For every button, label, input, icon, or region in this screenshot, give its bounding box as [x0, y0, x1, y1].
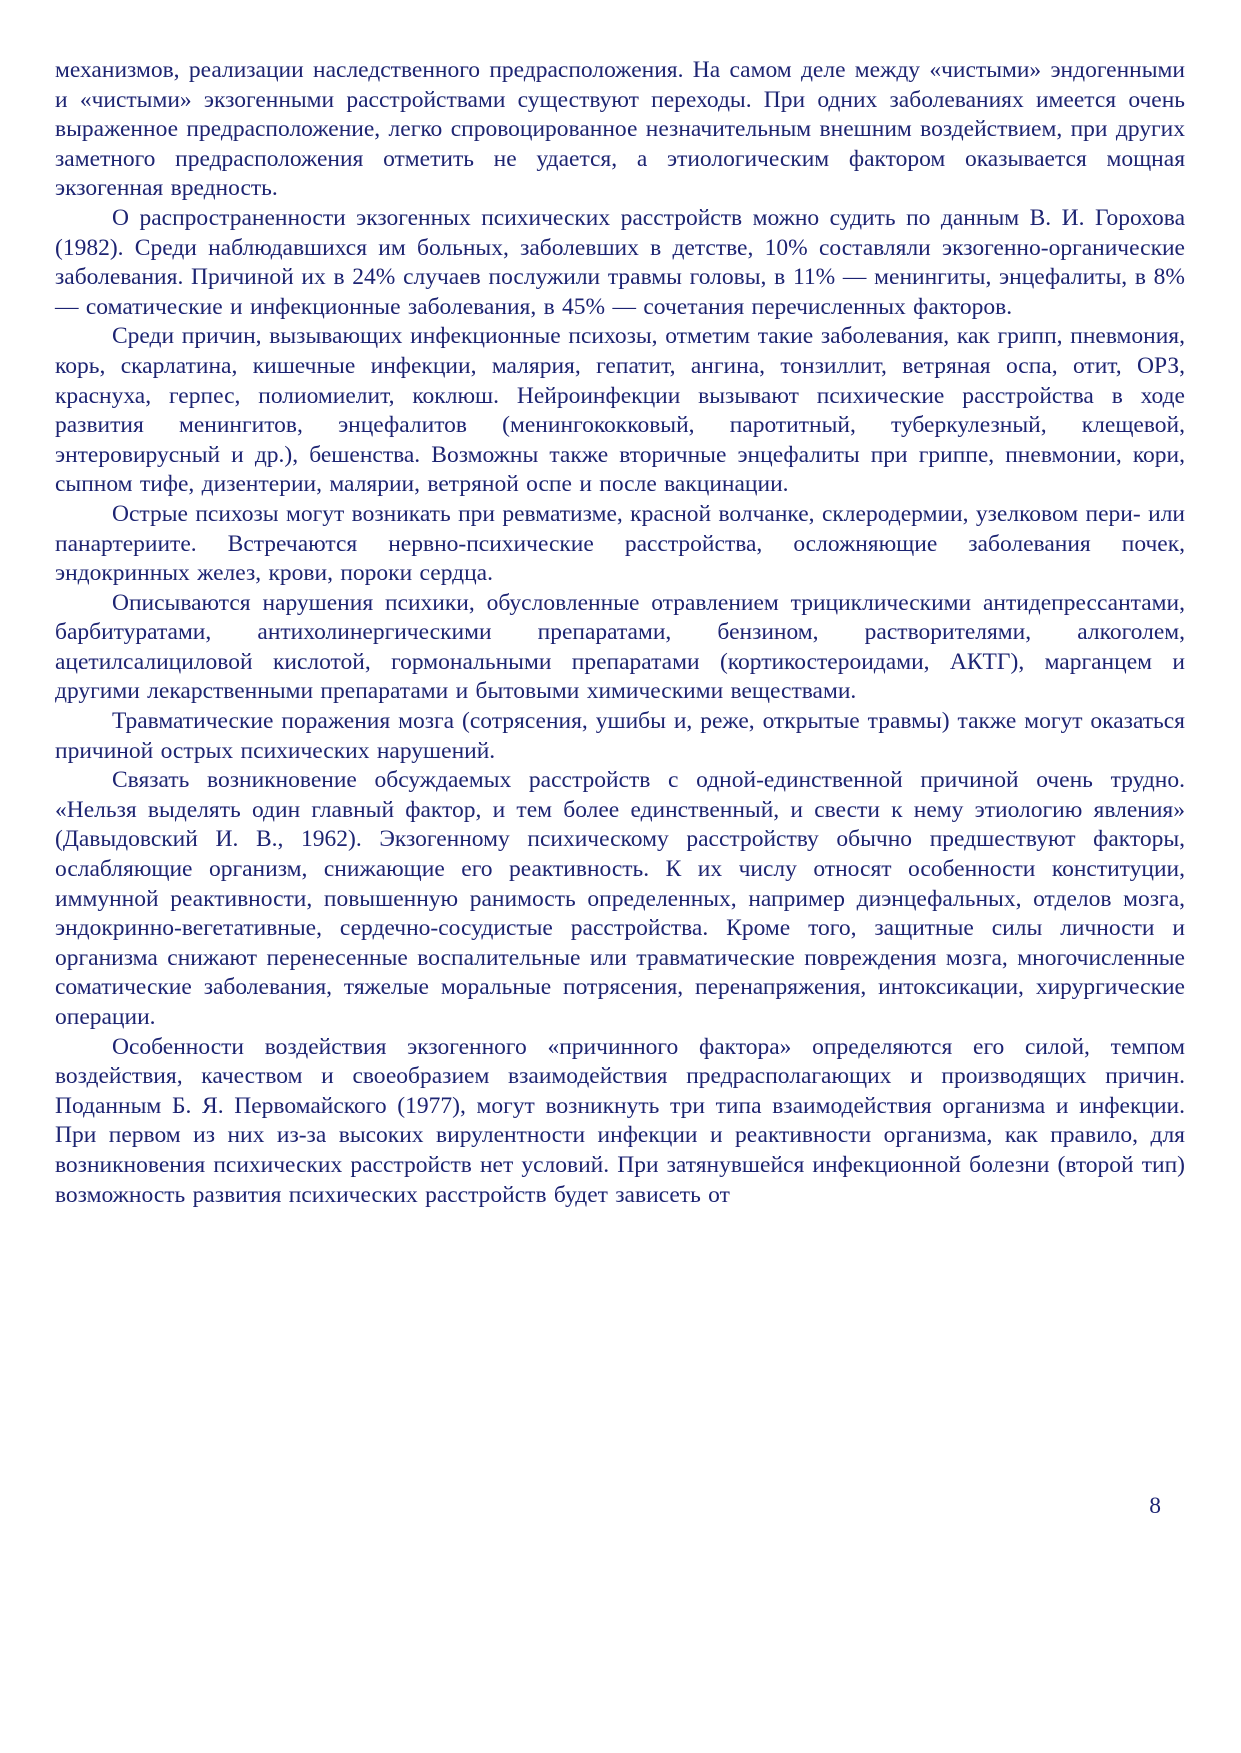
page-number: 8 [1149, 1493, 1161, 1519]
paragraph: Связать возникновение обсуждаемых расстройств с одной-единственной причиной очень трудно. «Нельзя выделять один главный фактор, и тем более единственный, и свести к нему этиологию явления» (Давыдовский И. В., 1962). Экзогенному психическому расстройству обычно предшествуют факторы, ослабляющие организм, снижающие его реактивность. К их числу относят особенности конституции, иммунной реактивности, повышенную ранимость определенных, например диэнцефальных, отделов мозга, эндокринно-вегетативные, сердечно-сосудистые расстройства. Кроме того, защитные силы личности и организма снижают перенесенные воспалительные или травматические повреждения мозга, многочисленные соматические заболевания, тяжелые моральные потрясения, перенапряжения, интоксикации, хирургические операции. [55, 767, 1185, 1030]
paragraph: Травматические поражения мозга (сотрясения, ушибы и, реже, открытые травмы) также могут оказаться причиной острых психических нарушений. [55, 708, 1185, 764]
paragraph: О распространенности экзогенных психических расстройств можно судить по данным В. И. Горохова (1982). Среди наблюдавшихся им больных, заболевших в детстве, 10% составляли экзогенно-органические заболевания. Причиной их в 24% случаев послужили травмы головы, в 11% — менингиты, энцефалиты, в 8% — соматические и инфекционные заболевания, в 45% — сочетания перечисленных факторов. [55, 204, 1185, 320]
text-content [55, 56, 1185, 1210]
paragraph: Особенности воздействия экзогенного «причинного фактора» определяются его силой, темпом воздействия, качеством и своеобразием взаимодействия предрасполагающих и производящих причин. Поданным Б. Я. Первомайского (1977), могут возникнуть три типа взаимодействия организма и инфекции. При первом из них из-за высоких вирулентности инфекции и реактивности организма, как правило, для возникновения психических расстройств нет условий. При затянувшейся инфекционной болезни (второй тип) возможность развития психических расстройств будет зависеть от [55, 1033, 1185, 1208]
paragraph: Острые психозы могут возникать при ревматизме, красной волчанке, склеродермии, узелковом пери- или панартериите. Встречаются нервно-психические расстройства, осложняющие заболевания почек, эндокринных желез, крови, пороки сердца. [55, 500, 1185, 587]
paragraph: Описываются нарушения психики, обусловленные отравлением трициклическими антидепрессантами, барбитуратами, антихолинергическими препаратами, бензином, растворителями, алкоголем, ацетилсалициловой кислотой, гормональными препаратами (кортикостероидами, АКТГ), марганцем и другими лекарственными препаратами и бытовыми химическими веществами. [55, 589, 1185, 705]
paragraph: механизмов, реализации наследственного предрасположения. На самом деле между «чистыми» эндогенными и «чистыми» экзогенными расстройствами существуют переходы. При одних заболеваниях имеется очень выраженное предрасположение, легко спровоцированное незначительным внешним воздействием, при других заметного предрасположения отметить не удается, а этиологическим фактором оказывается мощная экзогенная вредность. [55, 57, 1185, 202]
paragraph: Среди причин, вызывающих инфекционные психозы, отметим такие заболевания, как грипп, пневмония, корь, скарлатина, кишечные инфекции, малярия, гепатит, ангина, тонзиллит, ветряная оспа, отит, ОРЗ, краснуха, герпес, полиомиелит, коклюш. Нейроинфекции вызывают психические расстройства в ходе развития менингитов, энцефалитов (менингококковый, паротитный, туберкулезный, клещевой, энтеровирусный и др.), бешенства. Возможны также вторичные энцефалиты при гриппе, пневмонии, кори, сыпном тифе, дизентерии, малярии, ветряной оспе и после вакцинации. [55, 323, 1185, 498]
